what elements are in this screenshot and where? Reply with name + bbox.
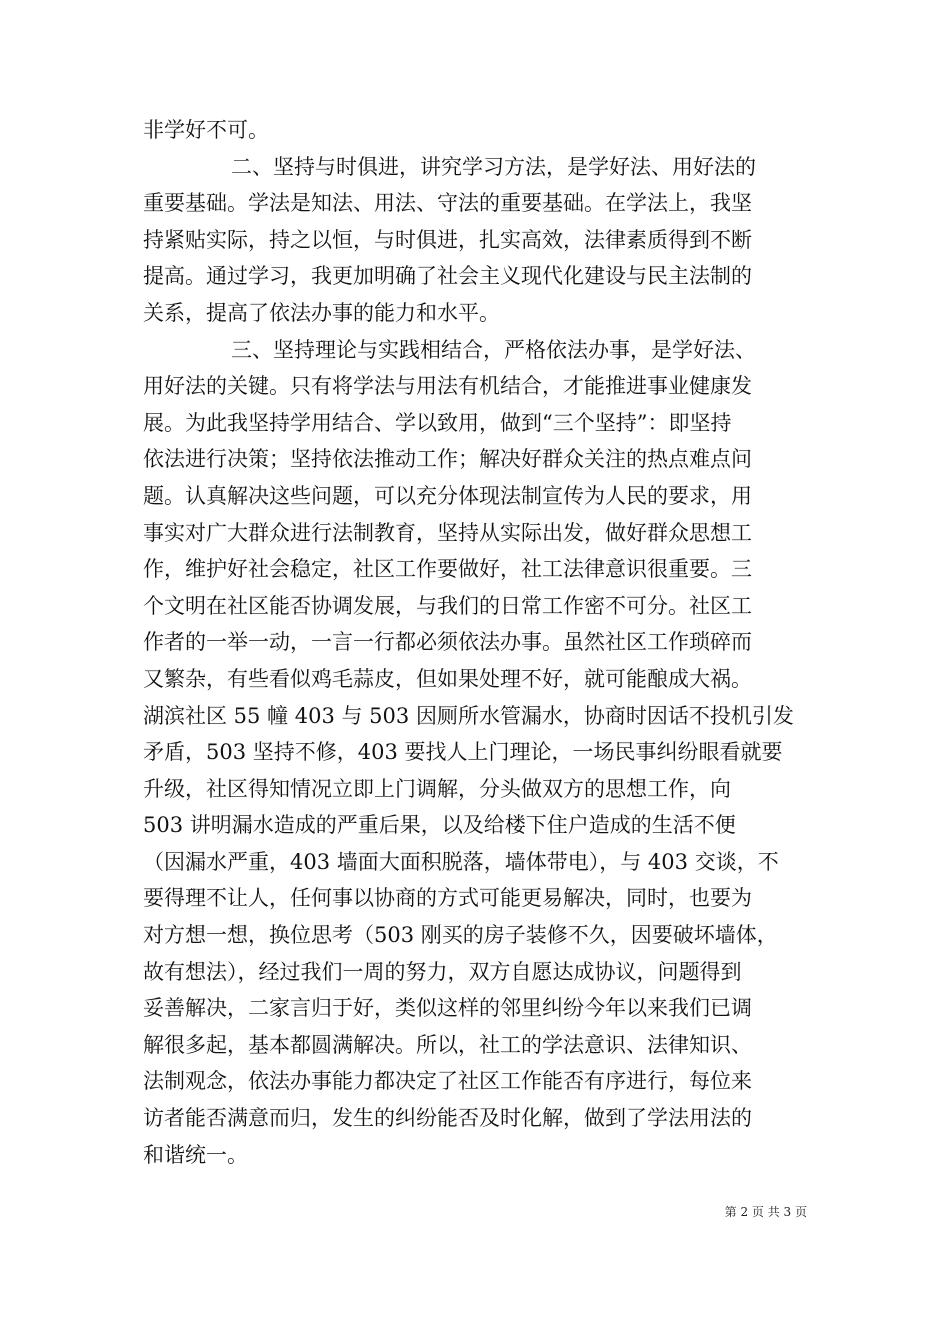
text-line: 关系，提高了依法办事的能力和水平。 — [143, 300, 500, 325]
text-line: 故有想法），经过我们一周的努力，双方自愿达成协议，问题得到 — [143, 959, 742, 984]
text-line: 个文明在社区能否协调发展，与我们的日常工作密不可分。社区工 — [143, 593, 752, 618]
text-line: 503 讲明漏水造成的严重后果，以及给楼下住户造成的生活不便 — [143, 813, 736, 838]
text-line: 持紧贴实际，持之以恒，与时俱进，扎实高效，法律素质得到不断 — [143, 227, 752, 252]
paragraph-2-start: 二、坚持与时俱进，讲究学习方法，是学好法、用好法的 — [231, 154, 756, 179]
text-line: 作者的一举一动，一言一行都必须依法办事。虽然社区工作琐碎而 — [143, 630, 752, 655]
text-line: 妥善解决，二家言归于好，类似这样的邻里纠纷今年以来我们已调 — [143, 996, 752, 1021]
text-line: 对方想一想，换位思考（503 刚买的房子装修不久，因要破坏墙体， — [143, 923, 778, 948]
text-line: 矛盾，503 坚持不修，403 要找人上门理论，一场民事纠纷眼看就要 — [143, 740, 783, 765]
text-line: 和谐统一。 — [143, 1142, 248, 1167]
text-line: 提高。通过学习，我更加明确了社会主义现代化建设与民主法制的 — [143, 264, 752, 289]
text-line: 非学好不可。 — [143, 118, 269, 142]
text-line: 依法进行决策；坚持依法推动工作；解决好群众关注的热点难点问 — [143, 447, 752, 472]
text-line: 解很多起，基本都圆满解决。所以，社工的学法意识、法律知识、 — [143, 1032, 752, 1057]
text-line: 事实对广大群众进行法制教育，坚持从实际出发，做好群众思想工 — [143, 520, 752, 545]
text-line: 法制观念，依法办事能力都决定了社区工作能否有序进行，每位来 — [143, 1069, 752, 1094]
page-number: 第 2 页 共 3 页 — [724, 1205, 807, 1219]
text-line: 又繁杂，有些看似鸡毛蒜皮，但如果处理不好，就可能酿成大祸。 — [143, 666, 752, 691]
document-body — [143, 112, 813, 1173]
text-line: 要得理不让人，任何事以协商的方式可能更易解决，同时，也要为 — [143, 886, 752, 911]
text-line: 展。为此我坚持学用结合、学以致用，做到“三个坚持”：即坚持 — [143, 410, 732, 435]
paragraph-3-start: 三、坚持理论与实践相结合，严格依法办事，是学好法、 — [231, 337, 756, 362]
text-line: 作，维护好社会稳定，社区工作要做好，社工法律意识很重要。三 — [143, 557, 752, 582]
text-line: 升级，社区得知情况立即上门调解，分头做双方的思想工作，向 — [143, 776, 731, 801]
text-line: （因漏水严重，403 墙面大面积脱落，墙体带电），与 403 交谈，不 — [143, 849, 779, 874]
text-line: 用好法的关键。只有将学法与用法有机结合，才能推进事业健康发 — [143, 374, 752, 399]
text-line: 访者能否满意而归，发生的纠纷能否及时化解，做到了学法用法的 — [143, 1106, 752, 1131]
text-line: 湖滨社区 55 幢 403 与 503 因厕所水管漏水，协商时因话不投机引发 — [143, 703, 794, 728]
text-line: 题。认真解决这些问题，可以充分体现法制宣传为人民的要求，用 — [143, 483, 752, 508]
text-line: 重要基础。学法是知法、用法、守法的重要基础。在学法上，我坚 — [143, 191, 752, 216]
